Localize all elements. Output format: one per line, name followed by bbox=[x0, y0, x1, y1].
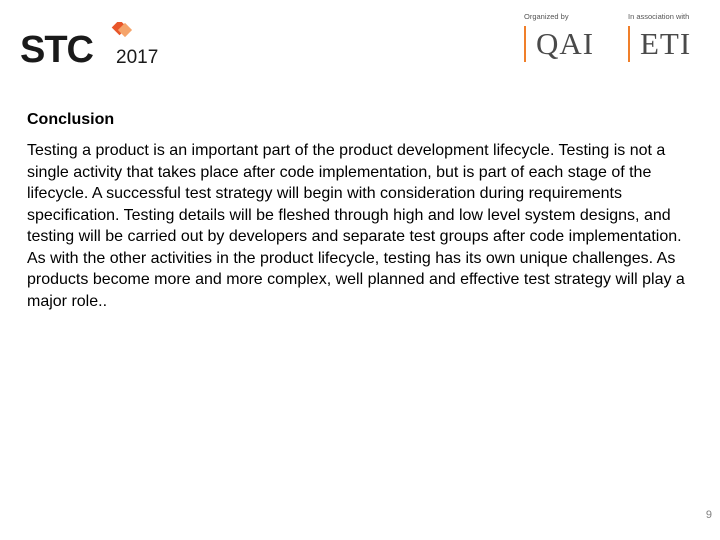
association-eti bbox=[628, 12, 718, 68]
logo-year-text: 2017 bbox=[116, 47, 159, 66]
eti-logo-text: ETI bbox=[640, 26, 692, 61]
slide-body-text: Testing a product is an important part of the product development lifecycle. Testing is not a single activity that takes place after code implementation, but is part of each stage of the lifecycle. A successful test strategy will begin with consideration during requirements specification. Testing details will be fleshed through high and low level system designs, and testing will be carried out by developers and separate test groups after code implementation. As with the other activities in the product lifecycle, testing has its own unique challenges. As products become more and more complex, well planned and effective test strategy will play a major role.. bbox=[27, 142, 685, 310]
qai-logo-text: QAI bbox=[536, 26, 595, 61]
organizer-qai bbox=[524, 12, 624, 68]
eti-accent-bar bbox=[628, 26, 630, 62]
slide-title: Conclusion bbox=[27, 111, 115, 128]
association-caption: In association with bbox=[628, 12, 690, 21]
qai-logo bbox=[524, 26, 594, 62]
eti-logo bbox=[628, 26, 691, 62]
page-number: 9 bbox=[705, 509, 712, 521]
logo-stc-text: STC bbox=[20, 29, 93, 66]
organizer-caption: Organized by bbox=[524, 12, 569, 21]
stc-2017-logo bbox=[20, 22, 180, 66]
qai-accent-bar bbox=[524, 26, 526, 62]
logo-diamond-icon bbox=[112, 22, 132, 37]
